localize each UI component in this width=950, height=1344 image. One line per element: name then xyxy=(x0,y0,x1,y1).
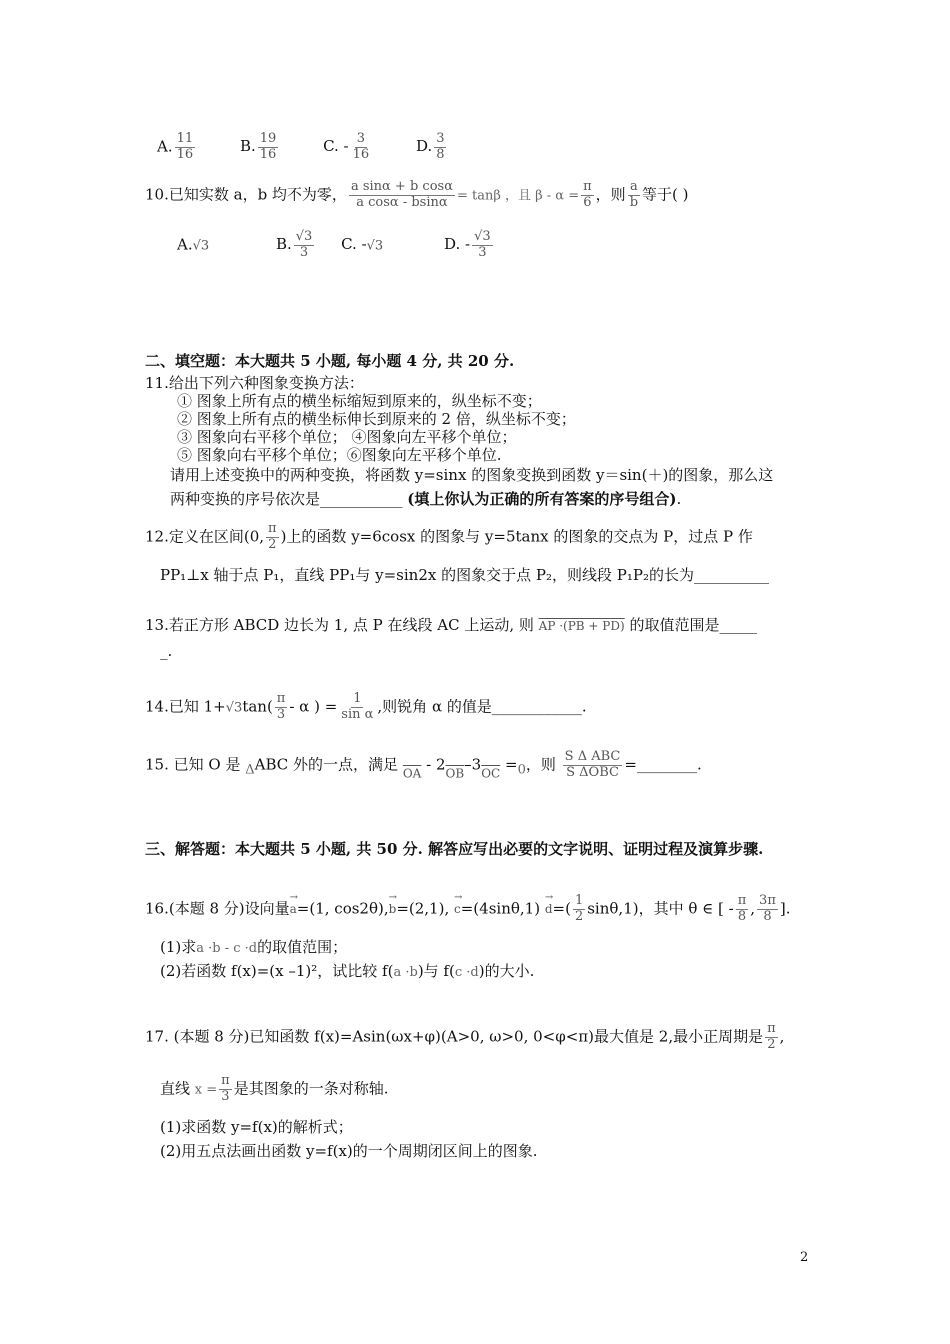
q17-stem: 17. (本题 8 分)已知函数 f(x)=Asin(ωx+φ)(A>0, ω>0, 0<φ<π)最大值是 2,最小正周期是 $\frac{\pi}{2}$ , xyxy=(145,1021,785,1052)
q16-part2: (2)若函数 f(x)=(x –1)²，试比较 f(a ·b)与 f(c ·d)的大小. xyxy=(160,962,535,980)
q12-line2: PP₁⊥x 轴于点 P₁，直线 PP₁与 y=sin2x 的图象交于点 P₂，则线段 P₁P₂的长为__________ xyxy=(160,566,769,584)
q17-part2: (2)用五点法画出函数 y=f(x)的一个周期闭区间上的图象. xyxy=(160,1142,538,1160)
q14-line: 14.已知 1+√3tan( $\frac{\pi}{3}$ - α ) = $\frac{1}{\text{sin α}}$ ,则锐角 α 的值是____________. xyxy=(145,691,587,722)
q10-stem: 10.已知实数 a，b 均不为零， $\frac{\text{a sinα + b cosα}}{\text{a cosα - bsinα}}$ = tanβ ，且 β - α = $\frac{\pi}{6}$ ，则 $\frac{a}{b}$ 等于( ) xyxy=(145,179,689,210)
q9-choices: A. $\frac{11}{16}$ B. $\frac{19}{16}$ C. - $\frac{3}{16}$ D. $\frac{3}{8}$ xyxy=(157,131,445,162)
q12-line1: 12.定义在区间(0, $\frac{\pi}{2}$ )上的函数 y=6cosx 的图象与 y=5tanx 的图象的交点为 P，过点 P 作 xyxy=(145,521,753,552)
q11-line7: 两种变换的序号依次是___________ (填上你认为正确的所有答案的序号组合). xyxy=(170,490,682,508)
q17-line2: 直线 x = $\frac{\pi}{3}$ 是其图象的一条对称轴. xyxy=(160,1073,389,1104)
q16-part1: (1)求a ·b - c ·d的取值范围； xyxy=(160,938,348,956)
q11-line6: 请用上述变换中的两种变换，将函数 y=sinx 的图象变换到函数 y＝sin(＋)的图象，那么这 xyxy=(170,466,774,484)
q13-line1: 13.若正方形 ABCD 边长为 1, 点 P 在线段 AC 上运动, 则 AP ·(PB + PD) 的取值范围是_____ xyxy=(145,616,757,634)
q11-line2: ① 图象上所有点的横坐标缩短到原来的，纵坐标不变； xyxy=(177,392,542,410)
section-3-title: 三、解答题：本大题共 5 小题, 共 50 分. 解答应写出必要的文字说明、证明过程及演算步骤. xyxy=(145,840,764,858)
q11-line1: 11.给出下列六种图象变换方法： xyxy=(145,374,364,392)
q10-choices: A.√3 B. $\frac{√3}{3}$ C. -√3 D. - $\frac{√3}{3}$ xyxy=(177,229,491,260)
q11-line3: ② 图象上所有点的横坐标伸长到原来的 2 倍，纵坐标不变； xyxy=(177,410,576,428)
page-number: 2 xyxy=(800,1250,809,1265)
q11-line5: ⑤ 图象向右平移个单位；⑥图象向左平移个单位. xyxy=(177,446,502,464)
q13-line2: _. xyxy=(160,642,173,660)
section-2-title: 二、填空题：本大题共 5 小题, 每小题 4 分, 共 20 分. xyxy=(145,352,515,370)
q15-line: 15. 已知 O 是 $_\Delta$ABC 外的一点，满足 $_{\overline{OA}} - 2_{\overline{OB}}-3_{\overline{OC}} =_0$，则 $\frac{\text{S Δ ABC}}{\text{S ΔOBC}}$ =________. xyxy=(145,749,702,781)
q17-part1: (1)求函数 y=f(x)的解析式； xyxy=(160,1118,353,1136)
q11-line4: ③ 图象向右平移个单位； ④图象向左平移个单位； xyxy=(177,428,517,446)
q16-stem: 16.(本题 8 分)设向量→ a=(1, cos2θ),→ b=(2,1), → c=(4sinθ,1) → d=( $\frac{1}{2}$ sinθ,1)，其中 θ ∈ [ - $\frac{\pi}{8}$ , $\frac{3\pi}{8}$ ]. xyxy=(145,894,791,925)
